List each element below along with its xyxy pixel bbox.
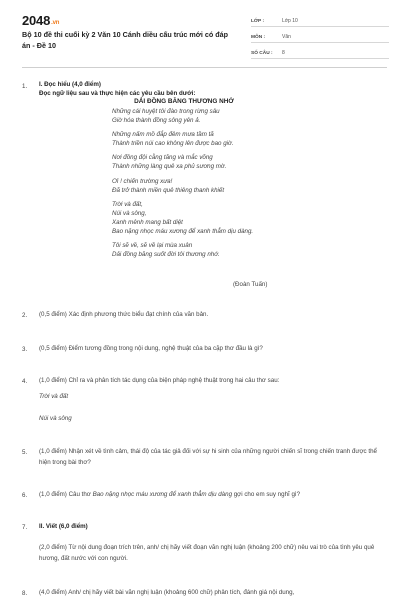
poem-line: Thành triền núi cao không lên được bao giờ. xyxy=(112,140,234,148)
question-number: 1. xyxy=(22,83,28,90)
question-number: 3. xyxy=(22,346,28,353)
section-heading: II. Viết (6,0 điểm) xyxy=(39,523,88,530)
poem-line: Những cái huyệt tôi đào trong rừng sâu xyxy=(112,108,220,115)
question-number: 6. xyxy=(22,492,28,499)
poem-title: DẢI ĐỒNG BĂNG THƯƠNG NHỚ xyxy=(134,97,234,105)
meta-value: 8 xyxy=(282,50,285,56)
reading-instruction: Đọc ngữ liệu sau và thực hiện các yêu cầu bên dưới: xyxy=(39,89,196,97)
question-text-part: gợi cho em suy nghĩ gì? xyxy=(232,491,301,498)
question-text xyxy=(39,490,389,501)
question-text: (1,0 điểm) Nhận xét về tình cảm, thái độ của tác giả đối với sự hi sinh của những người chiến sĩ trong chiến tranh được thể hiện trong bài thơ? xyxy=(39,448,377,466)
logo-text: 2048 xyxy=(22,13,51,28)
document-title: Bộ 10 đề thi cuối kỳ 2 Văn 10 Cánh diều cấu trúc mới có đáp án - Đề 10 xyxy=(22,30,229,50)
question-text: (0,5 điểm) Điểm tương đồng trong nội dung, nghệ thuật của ba cặp thơ đầu là gì? xyxy=(39,345,263,352)
quoted-line: Trời và đất xyxy=(39,393,69,400)
meta-value: Văn xyxy=(282,34,291,40)
poem-line: Trời và đất, xyxy=(112,200,143,208)
question-text: (1,0 điểm) Chỉ ra và phân tích tác dụng của biện pháp nghệ thuật trong hai câu thơ sau: xyxy=(39,377,280,384)
meta-value: Lớp 10 xyxy=(282,18,298,24)
question-text-part: (1,0 điểm) Câu thơ xyxy=(39,491,93,498)
quoted-line: Núi và sông xyxy=(39,415,72,422)
quoted-phrase: Bao nặng nhọc máu xương để xanh thẳm dịu dàng xyxy=(92,491,233,498)
poem-line: Giờ hóa thành đồng sông yên ả. xyxy=(112,117,201,125)
poem-author: (Đoàn Tuấn) xyxy=(233,281,268,288)
question-number: 2. xyxy=(22,312,28,319)
question-number: 7. xyxy=(22,524,28,531)
poem-line: Ơi ! chiến trường xưa! xyxy=(112,177,173,185)
logo-suffix: .vn xyxy=(51,20,60,26)
poem-body xyxy=(112,107,332,259)
section-heading: I. Đọc hiểu (4,0 điểm) xyxy=(39,81,101,88)
meta-label: SỐ CÂU : xyxy=(251,51,273,56)
poem-line: Nơi đồng đội cằng tăng và mắc võng xyxy=(112,154,213,162)
poem-line: Bao nặng nhọc máu xương để xanh thẳm dịu dàng. xyxy=(112,228,254,236)
poem-line: Núi và sông, xyxy=(112,209,147,217)
question-number: 8. xyxy=(22,590,28,597)
poem-line: Những nấm mồ đắp đêm mưa tầm tã xyxy=(112,131,214,139)
question-number: 5. xyxy=(22,449,28,456)
meta-label: MÔN : xyxy=(251,35,266,40)
question-text: (0,5 điểm) Xác định phương thức biểu đạt chính của văn bản. xyxy=(39,311,209,318)
question-text: (4,0 điểm) Anh/ chị hãy viết bài văn nghị luận (khoảng 600 chữ) phân tích, đánh giá nội dung, xyxy=(39,589,295,596)
poem-line: Đã trở thành miền quê thiêng thanh khiết xyxy=(112,186,225,194)
question-text: (2,0 điểm) Từ nội dung đoạn trích trên, anh/ chị hãy viết đoạn văn nghị luận (khoảng 200 chữ) nêu vai trò của tình yêu quê hương, đất nước với con người. xyxy=(39,544,375,562)
meta-label: LỚP : xyxy=(251,19,265,24)
question-number: 4. xyxy=(22,378,28,385)
poem-line: Xanh mênh mang bất diệt xyxy=(112,218,183,226)
poem-line: Dải đồng băng suốt đời tôi thương nhớ. xyxy=(112,251,220,259)
poem-line: Tôi sẽ về, sẽ về lại mùa xuân xyxy=(112,242,193,250)
poem-line: Thành những làng quê xa phủ sương mờ. xyxy=(112,163,227,171)
